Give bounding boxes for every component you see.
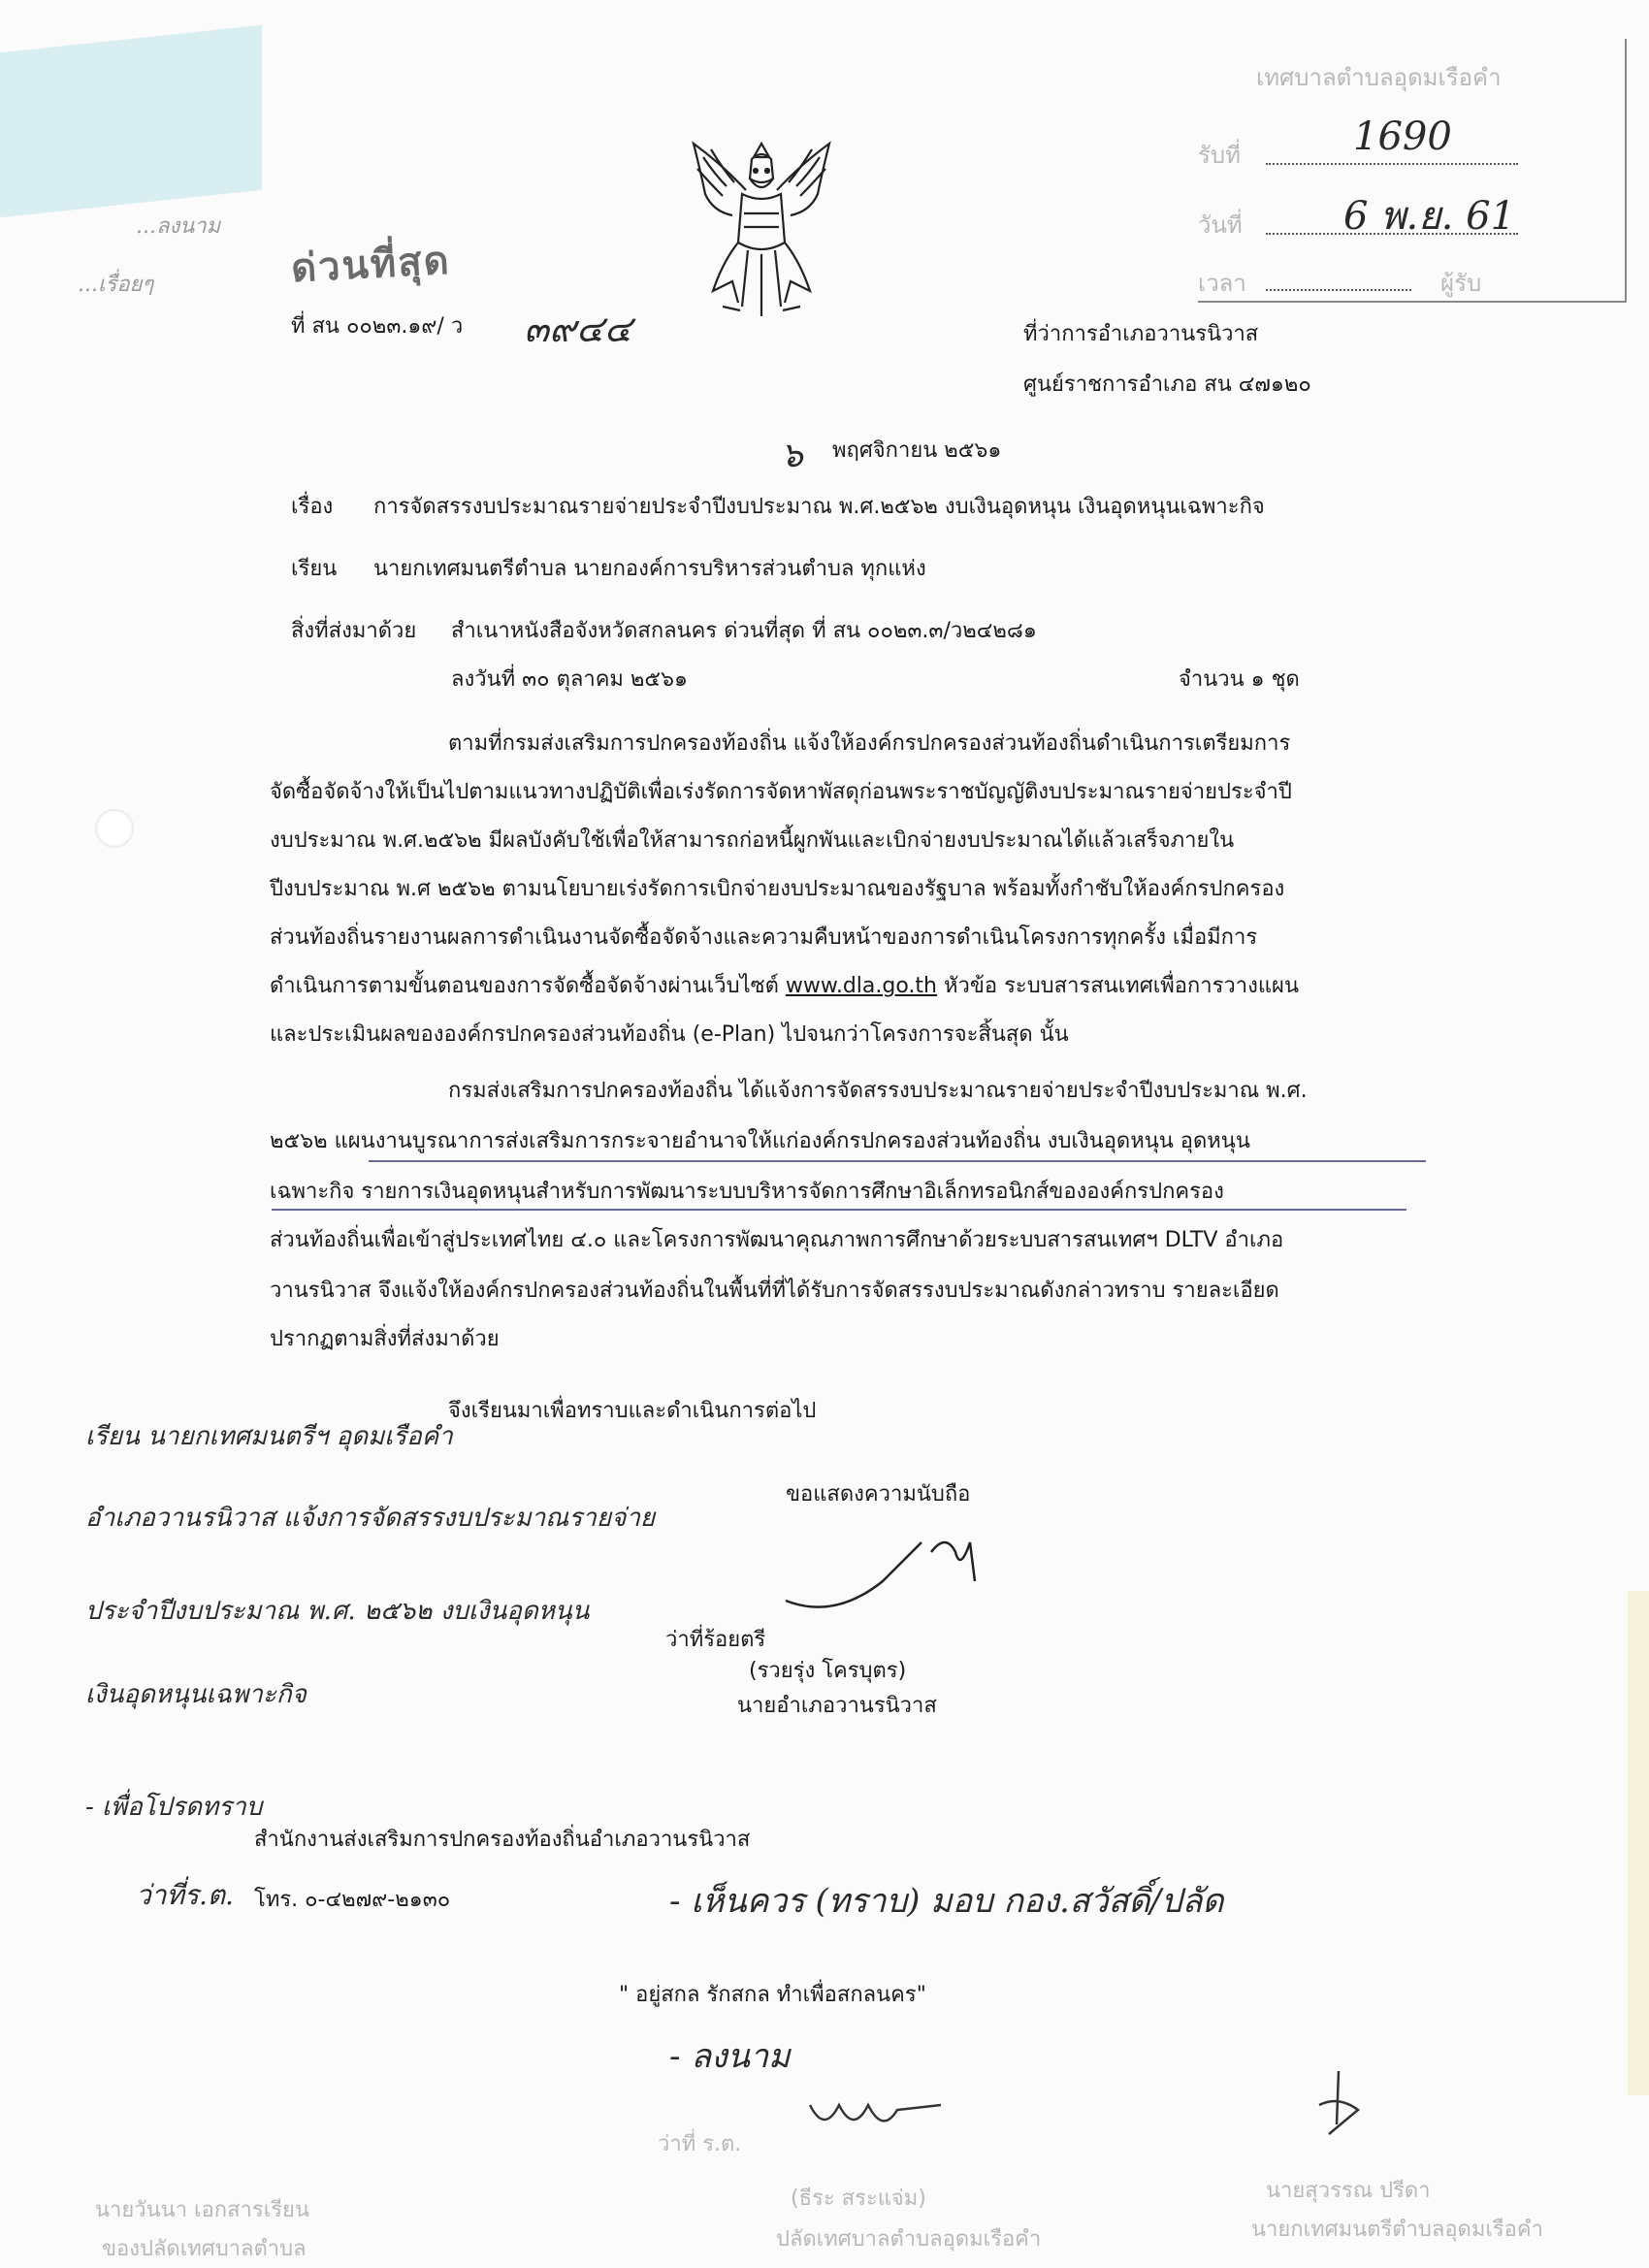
paragraph-1-line-4: ปีงบประมาณ พ.ศ ๒๕๖๒ ตามนโยบายเร่งรัดการเบิกจ่ายงบประมาณของรัฐบาล พร้อมทั้งกำชับให้องค์กรปกครอง — [270, 877, 1285, 901]
mid-signature — [805, 2086, 951, 2144]
pen-underline — [369, 1160, 1426, 1162]
receive-stamp-num-label: รับที่ — [1198, 142, 1241, 169]
footer-office: สำนักงานส่งเสริมการปกครองท้องถิ่นอำเภอวานรนิวาส — [254, 1828, 751, 1852]
punch-hole — [95, 809, 134, 848]
signer-rank: ว่าที่ร้อยตรี — [665, 1628, 766, 1652]
handwritten-note-line-3: ประจำปีงบประมาณ พ.ศ. ๒๕๖๒ งบเงินอุดหนุน — [85, 1597, 590, 1626]
faint-mid-name: (ธีระ สระแจ่ม) — [791, 2187, 926, 2211]
paragraph-1-line-6 — [270, 972, 1299, 1001]
signer-position: นายอำเภอวานรนิวาส — [737, 1694, 937, 1718]
faint-right-title: นายกเทศมนตรีตำบลอุดมเรือคำ — [1251, 2218, 1543, 2242]
faint-left-title: ของปลัดเทศบาลตำบล — [102, 2237, 307, 2261]
dotted-line — [1266, 289, 1411, 291]
regards-line: ขอแสดงความนับถือ — [786, 1482, 971, 1507]
receive-date: 6 พ.ย. 61 — [1343, 194, 1516, 239]
garuda-emblem — [684, 136, 839, 320]
paragraph-1-line-1: ตามที่กรมส่งเสริมการปกครองท้องถิ่น แจ้งให้องค์กรปกครองส่วนท้องถิ่นดำเนินการเตรียมการ — [448, 731, 1291, 756]
document-number-handwritten: ๓๙๔๔ — [524, 308, 632, 350]
recipient-text: นายกเทศมนตรีตำบล นายกองค์การบริหารส่วนตำบล ทุกแห่ง — [373, 557, 926, 581]
handwritten-note-line-4: เงินอุดหนุนเฉพาะกิจ — [85, 1680, 307, 1709]
paragraph-1-line-5: ส่วนท้องถิ่นรายงานผลการดำเนินงานจัดซื้อจัดจ้างและความคืบหน้าของการดำเนินโครงการทุกครั้ง เมื่อมีการ — [270, 925, 1258, 950]
document-number: ที่ สน ๐๐๒๓.๑๙/ ว — [291, 314, 464, 339]
dotted-line — [1266, 163, 1518, 165]
paragraph-2-line-4: ส่วนท้องถิ่นเพื่อเข้าสู่ประเทศไทย ๔.๐ และโครงการพัฒนาคุณภาพการศึกษาด้วยระบบสารสนเทศฯ DLTV อำเภอ — [270, 1228, 1284, 1252]
paragraph-2-line-2: ๒๕๖๒ แผนงานบูรณาการส่งเสริมการกระจายอำนาจให้แก่องค์กรปกครองส่วนท้องถิ่น งบเงินอุดหนุน อุดหนุน — [270, 1129, 1250, 1153]
receive-stamp-org: เทศบาลตำบลอุดมเรือคำ — [1256, 64, 1502, 91]
dla-website-link[interactable]: www.dla.go.th — [785, 974, 937, 998]
office-address: ศูนย์ราชการอำเภอ สน ๔๗๑๒๐ — [1023, 373, 1311, 397]
enclosure-text-1: สำเนาหนังสือจังหวัดสกลนคร ด่วนที่สุด ที่ สน ๐๐๒๓.๓/ว๒๔๒๘๑ — [451, 619, 1037, 643]
paragraph-1-line-2: จัดซื้อจัดจ้างให้เป็นไปตามแนวทางปฏิบัติเพื่อเร่งรัดการจัดหาพัสดุก่อนพระราชบัญญัติงบประมาณรายจ่ายประจำปี — [270, 780, 1292, 804]
paragraph-2-line-3: เฉพาะกิจ รายการเงินอุดหนุนสำหรับการพัฒนาระบบบริหารจัดการศึกษาอิเล็กทรอนิกส์ขององค์กรปกครอง — [270, 1180, 1224, 1204]
receive-number: 1690 — [1353, 114, 1452, 159]
handwritten-note-line-2: อำเภอวานรนิวาส แจ้งการจัดสรรงบประมาณรายจ่าย — [85, 1504, 656, 1533]
paragraph-2-line-1: กรมส่งเสริมการปกครองท้องถิ่น ได้แจ้งการจัดสรรงบประมาณรายจ่ายประจำปีงบประมาณ พ.ศ. — [448, 1079, 1308, 1103]
initials-signature — [1310, 2066, 1368, 2144]
paragraph-2-line-6: ปรากฏตามสิ่งที่ส่งมาด้วย — [270, 1327, 500, 1351]
pen-underline — [272, 1209, 1406, 1211]
office-name: ที่ว่าการอำเภอวานรนิวาส — [1023, 322, 1259, 346]
stamp-left-line-2: ...เรื่อยๆ — [78, 273, 154, 297]
handwritten-scribble: ว่าที่ร.ต. — [136, 1879, 234, 1911]
signer-name: (รวยรุ่ง โครบุตร) — [749, 1659, 907, 1683]
enclosure-count: จำนวน ๑ ชุด — [1179, 667, 1300, 692]
receive-stamp-receiver-label: ผู้รับ — [1440, 270, 1482, 297]
receive-stamp-time-label: เวลา — [1198, 270, 1246, 297]
handwritten-remark-1: - เห็นควร (ทราบ) มอบ กอง.สวัสดิ์/ปลัด — [669, 1882, 1224, 1921]
closing-line: จึงเรียนมาเพื่อทราบและดำเนินการต่อไป — [448, 1399, 817, 1423]
receive-stamp-date-label: วันที่ — [1198, 211, 1243, 239]
paper-edge — [1628, 1591, 1649, 2095]
footer-slogan: " อยู่สกล รักสกล ทำเพื่อสกลนคร" — [619, 1983, 926, 2007]
faint-left-name: นายวันนา เอกสารเรียน — [95, 2198, 309, 2222]
paragraph-1-line-6-start: ดำเนินการตามขั้นตอนของการจัดซื้อจัดจ้างผ่านเว็บไซต์ — [270, 974, 779, 998]
paragraph-2-line-5: วานรนิวาส จึงแจ้งให้องค์กรปกครองส่วนท้องถิ่นในพื้นที่ที่ได้รับการจัดสรรงบประมาณดังกล่าวทราบ รายละเอียด — [270, 1279, 1279, 1303]
date-day-handwritten: ๖ — [781, 436, 803, 475]
subject-label: เรื่อง — [291, 495, 334, 519]
recipient-label: เรียน — [291, 557, 338, 581]
handwritten-note-line-1: เรียน นายกเทศมนตรีฯ อุดมเรือคำ — [85, 1422, 453, 1451]
faint-mid-rank: ว่าที่ ร.ต. — [658, 2132, 742, 2156]
enclosure-label: สิ่งที่ส่งมาด้วย — [291, 619, 417, 643]
paragraph-1-line-3: งบประมาณ พ.ศ.๒๕๖๒ มีผลบังคับใช้เพื่อให้สามารถก่อหนี้ผูกพันและเบิกจ่ายงบประมาณได้แล้วเสร็จภายใน — [270, 828, 1235, 853]
faint-mid-title: ปลัดเทศบาลตำบลอุดมเรือคำ — [776, 2227, 1042, 2252]
faint-right-name: นายสุวรรณ ปรีดา — [1266, 2179, 1431, 2203]
receive-stamp — [1198, 39, 1627, 303]
handwritten-note-line-5: - เพื่อโปรดทราบ — [85, 1793, 263, 1822]
stamp-left-line-1: ...ลงนาม — [136, 214, 221, 239]
enclosure-text-2: ลงวันที่ ๓๐ ตุลาคม ๒๕๖๑ — [451, 667, 688, 692]
document-date: พฤศจิกายน ๒๕๖๑ — [832, 438, 1002, 463]
handwritten-remark-2: - ลงนาม — [669, 2037, 791, 2076]
subject-text: การจัดสรรงบประมาณรายจ่ายประจำปีงบประมาณ พ.ศ.๒๕๖๒ งบเงินอุดหนุน เงินอุดหนุนเฉพาะกิจ — [373, 495, 1265, 519]
paragraph-1-line-7: และประเมินผลขององค์กรปกครองส่วนท้องถิ่น (e-Plan) ไปจนกว่าโครงการจะสิ้นสุด นั้น — [270, 1022, 1069, 1047]
sticky-note — [0, 25, 262, 217]
urgency-stamp: ด่วนที่สุด — [289, 238, 452, 292]
paragraph-1-line-6-end: หัวข้อ ระบบสารสนเทศเพื่อการวางแผน — [943, 974, 1299, 998]
signature — [776, 1523, 999, 1630]
footer-phone: โทร. ๐-๔๒๗๙-๒๑๓๐ — [254, 1888, 451, 1912]
